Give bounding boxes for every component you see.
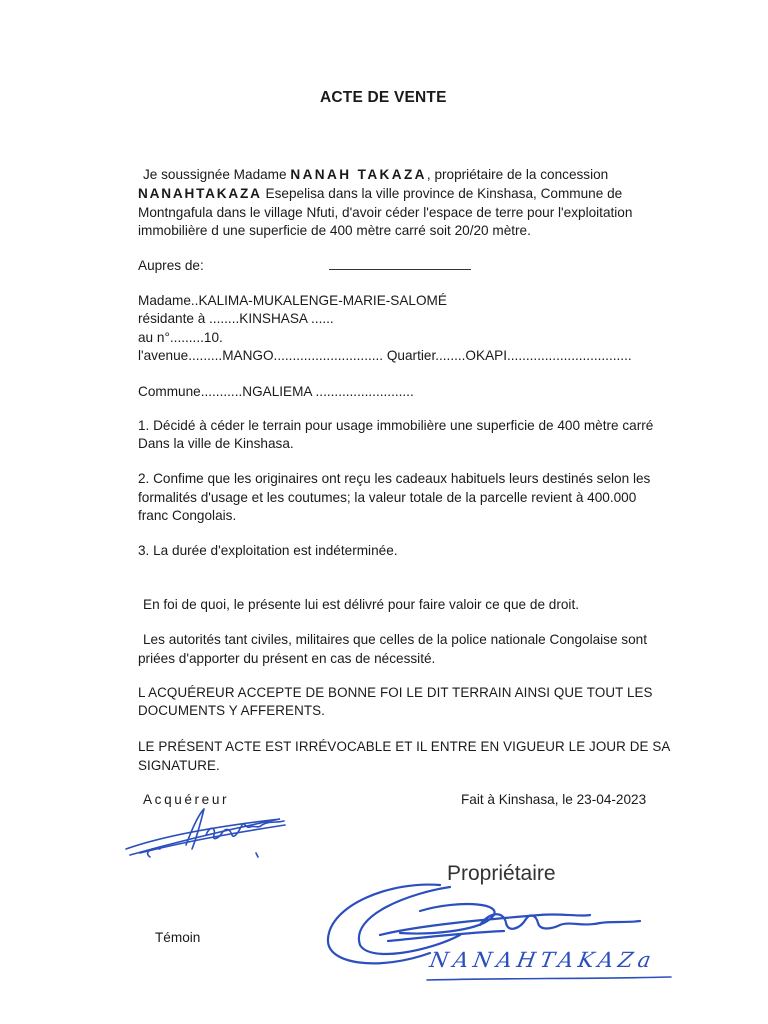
closing-paragraph-3-line-2: DOCUMENTS Y AFFERENTS. xyxy=(138,703,325,718)
buyer-commune: Commune...........NGALIEMA .......................... xyxy=(138,384,414,399)
document-title: ACTE DE VENTE xyxy=(320,89,447,106)
intro-line-1 xyxy=(143,165,608,185)
aupres-blank-line xyxy=(329,269,471,270)
closing-paragraph-2-line-2: priées d'apporter du présent en cas de nécessité. xyxy=(138,651,436,666)
intro-line-3: Montngafula dans le village Nfuti, d'avoir céder l'espace de terre pour l'exploitation xyxy=(138,205,633,220)
intro-line-2-text: Esepelisa dans la ville province de Kinshasa, Commune de xyxy=(261,186,623,201)
clause-3: 3. La durée d'exploitation est indéterminée. xyxy=(138,543,398,558)
intro-line-4: immobilière d une superficie de 400 mètre carré soit 20/20 mètre. xyxy=(138,223,531,238)
intro-line-2 xyxy=(138,184,622,204)
closing-paragraph-4-line-2: SIGNATURE. xyxy=(138,758,220,773)
clause-2-line-2: formalités d'usage et les coutumes; la valeur totale de la parcelle revient à 400.000 xyxy=(138,490,637,505)
aupres-label: Aupres de: xyxy=(138,258,204,273)
clause-2-line-1: 2. Confime que les originaires ont reçu les cadeaux habituels leurs destinés selon les xyxy=(138,471,651,486)
concession-name: NANAHTAKAZA xyxy=(138,186,262,201)
buyer-avenue: l'avenue.........MANGO............................. Quartier........OKAPI................................. xyxy=(138,348,632,363)
closing-paragraph-2-line-1: Les autorités tant civiles, militaires que celles de la police nationale Congolaise sont xyxy=(143,632,648,647)
place-and-date: Fait à Kinshasa, le 23-04-2023 xyxy=(461,792,647,807)
acquereur-label: Acquéreur xyxy=(143,792,230,807)
buyer-number: au n°.........10. xyxy=(138,330,223,345)
closing-paragraph-1: En foi de quoi, le présente lui est délivré pour faire valoir ce que de droit. xyxy=(143,597,580,612)
proprietaire-label: Propriétaire xyxy=(447,862,556,885)
buyer-residence: résidante à ........KINSHASA ...... xyxy=(138,311,334,326)
clause-1-line-2: Dans la ville de Kinshasa. xyxy=(138,436,294,451)
closing-paragraph-4-line-1: LE PRÉSENT ACTE EST IRRÉVOCABLE ET IL ENTRE EN VIGUEUR LE JOUR DE SA xyxy=(138,739,671,754)
acquereur-signature xyxy=(120,805,300,875)
owner-name: NANAH TAKAZA xyxy=(290,167,427,182)
intro-prefix: Je soussignée Madame xyxy=(143,167,291,182)
intro-suffix: , propriétaire de la concession xyxy=(426,167,609,182)
closing-paragraph-3-line-1: L ACQUÉREUR ACCEPTE DE BONNE FOI LE DIT TERRAIN AINSI QUE TOUT LES xyxy=(138,685,653,700)
owner-handwritten-name: NANAHTAKAZa xyxy=(427,948,658,972)
clause-2-line-3: franc Congolais. xyxy=(138,508,237,523)
buyer-name: Madame..KALIMA-MUKALENGE-MARIE-SALOMÉ xyxy=(138,293,447,308)
temoin-label: Témoin xyxy=(155,930,201,945)
clause-1-line-1: 1. Décidé à céder le terrain pour usage immobilière une superficie de 400 mètre carré xyxy=(138,418,654,433)
handwritten-name-underline xyxy=(425,975,675,985)
